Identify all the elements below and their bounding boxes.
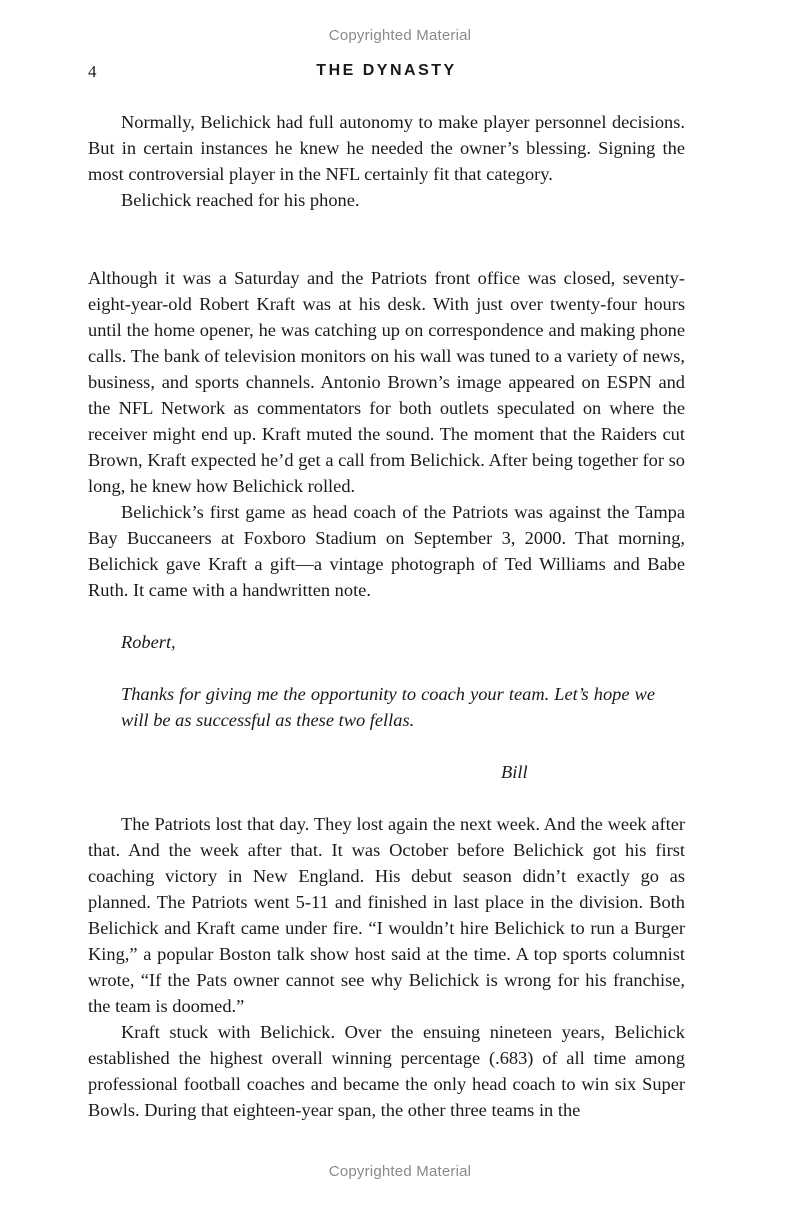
paragraph-6: Kraft stuck with Belichick. Over the ensuing nineteen years, Belichick established the highest overall winning percentage (.683) of all time among professional football coaches and became the only head coach to win six Super Bowls. During that eighteen-year span, the other three teams in the (88, 1022, 685, 1120)
copyright-watermark-bottom: Copyrighted Material (328, 1163, 472, 1180)
paragraph-3: Although it was a Saturday and the Patriots front office was closed, seventy-eight-year-old Robert Kraft was at his desk. With just over twenty-four hours until the home opener, he was catching up on correspondence and making phone calls. The bank of television monitors on his wall was tuned to a variety of news, business, and sports channels. Antonio Brown’s image appeared on ESPN and the NFL Network as commentators for both outlets speculated on where the receiver might end up. Kraft muted the sound. The moment that the Raiders cut Brown, Kraft expected he’d get a call from Belichick. After being together for so long, he knew how Belichick rolled. (88, 268, 685, 496)
paragraph-2: Belichick reached for his phone. (121, 190, 360, 210)
copyright-watermark-top: Copyrighted Material (328, 27, 472, 44)
running-head (88, 62, 685, 86)
paragraph-1: Normally, Belichick had full autonomy to make player personnel decisions. But in certain instances he knew he needed the owner’s blessing. Signing the most controversial player in the NFL certainly fit that category. (88, 112, 685, 184)
book-title: THE DYNASTY (316, 62, 457, 79)
letter-signature: Bill (501, 762, 528, 782)
letter-salutation: Robert, (121, 632, 176, 652)
page-body (88, 109, 685, 1123)
letter-body: Thanks for giving me the opportunity to coach your team. Let’s hope we will be as successful as these two fellas. (121, 684, 655, 730)
paragraph-5: The Patriots lost that day. They lost again the next week. And the week after that. And the week after that. It was October before Belichick got his first coaching victory in New England. His debut season didn’t exactly go as planned. The Patriots went 5-11 and finished in last place in the division. Both Belichick and Kraft came under fire. “I wouldn’t hire Belichick to run a Burger King,” a popular Boston talk show host said at the time. A top sports columnist wrote, “If the Pats owner cannot see why Belichick is wrong for his franchise, the team is doomed.” (88, 814, 685, 1016)
page-number: 4 (88, 62, 97, 81)
paragraph-4: Belichick’s first game as head coach of the Patriots was against the Tampa Bay Buccaneers at Foxboro Stadium on September 3, 2000. That morning, Belichick gave Kraft a gift—a vintage photograph of Ted Williams and Babe Ruth. It came with a handwritten note. (88, 502, 685, 600)
